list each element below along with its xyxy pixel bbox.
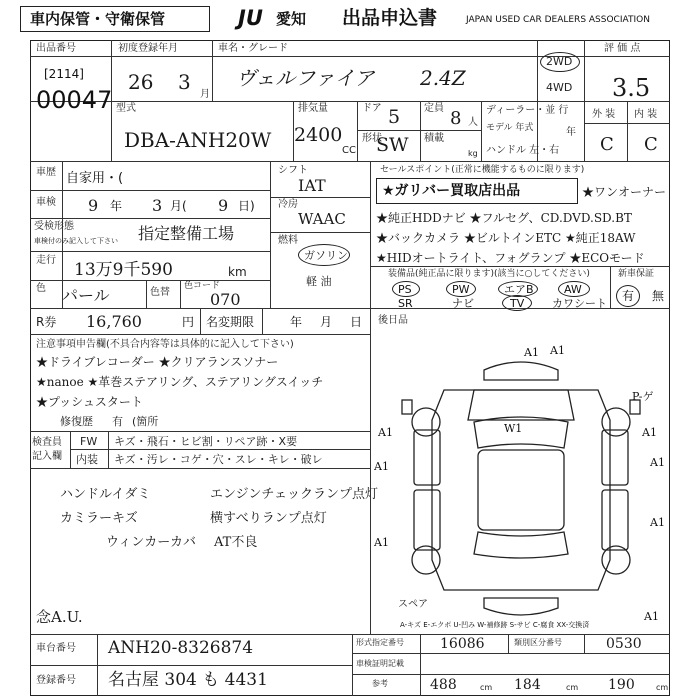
chassis-number: ANH20-8326874	[108, 638, 254, 658]
form-spec: 16086	[440, 636, 485, 652]
shaken-month: 3	[152, 196, 163, 215]
repair-label: 修復歴	[60, 415, 93, 428]
note-line-1: ★ドライブレコーダー ★クリアランスソナー	[36, 355, 279, 369]
association-name: JAPAN USED CAR DEALERS ASSOCIATION	[466, 15, 650, 25]
sales-point-4: ★HIDオートライト、フォグランプ ★ECOモード	[376, 251, 645, 265]
shaken-day: 9	[218, 196, 229, 215]
lot-small: [2114]	[44, 67, 84, 81]
first-reg-label: 初度登録年月	[118, 43, 178, 54]
color-label: 色	[36, 283, 46, 294]
repair-place: (箇所	[132, 415, 159, 428]
height-value: 190	[608, 677, 635, 693]
diagram-legend: A-キズ E-エクボ U-凹み W-補修跡 S-サビ C-腐食 XX-交換済	[400, 621, 590, 629]
comment-4: 横すべりランプ点灯	[210, 511, 327, 526]
drive-2wd: 2WD	[546, 55, 573, 68]
shift: IAT	[298, 176, 326, 195]
ju-logo: JU	[238, 6, 263, 30]
comment-1: ハンドルイダミ	[60, 487, 151, 502]
equip-airbag: エアB	[504, 283, 534, 296]
lot-number: 00047	[36, 86, 113, 114]
reg-number: 名古屋 304 も 4431	[108, 670, 268, 690]
reg-label: 登録番号	[36, 675, 76, 686]
shaken-year-unit: 年	[110, 199, 123, 213]
shaken-year: 9	[88, 196, 99, 215]
drive-4wd: 4WD	[546, 81, 573, 94]
spare-label: スペア	[398, 599, 428, 610]
name-change-month: 月	[320, 315, 333, 329]
shape-label: 形状	[362, 133, 382, 144]
inspector-interior: 内装	[76, 453, 98, 466]
sales-point-3: ★バックカメラ ★ビルトインETC ★純正18AW	[376, 231, 636, 245]
sales-point-2: ★純正HDDナビ ★フルセグ、CD.DVD.SD.BT	[376, 211, 632, 225]
equipment-label: 装備品(純正品に限ります)(該当に○してください)	[388, 269, 590, 279]
capacity: 8	[450, 108, 462, 129]
shape: SW	[376, 134, 409, 156]
height-unit: cm	[656, 683, 669, 692]
fuel-gas: ガソリン	[304, 249, 348, 262]
cert-label: 車検証明記載	[356, 659, 404, 668]
recycle-label: R券	[36, 315, 57, 329]
equip-seat: カワシート	[552, 297, 607, 310]
left-rear-door	[414, 490, 440, 550]
length-unit: cm	[480, 683, 493, 692]
color-code-label: 色コード	[184, 281, 221, 291]
cooler-label: 冷房	[278, 199, 298, 210]
reception-label: 受検形態	[34, 221, 74, 232]
color-change-label: 色替	[150, 287, 170, 298]
first-reg-month: 3	[178, 70, 191, 94]
repair-value: 有	[112, 415, 123, 428]
gulliver-label: ★ガリバー買取店出品	[382, 183, 521, 199]
mileage-label: 走行	[36, 255, 56, 266]
equip-sr: SR	[398, 297, 413, 310]
post-register-label: 後日品	[378, 315, 408, 326]
kg-unit: kg	[468, 149, 478, 158]
mark-pgae: P-ゲ	[632, 390, 654, 403]
inspector-label: 検査員 記入欄	[32, 437, 62, 462]
cooler: WAAC	[298, 210, 346, 228]
model: DBA-ANH20W	[124, 128, 272, 152]
mark-rear: A1	[550, 344, 565, 357]
equip-pw-circle	[446, 281, 476, 297]
name-change-day: 日	[350, 315, 363, 329]
grade: 2.4Z	[420, 66, 466, 90]
car-diagram	[374, 340, 668, 630]
interior-grade: C	[644, 134, 658, 155]
note-line-3: ★プッシュスタート	[36, 395, 143, 409]
brand-name: 愛知	[276, 10, 307, 28]
person-unit: 人	[468, 117, 478, 128]
fuel-diesel: 軽 油	[306, 275, 332, 288]
right-rear-door	[602, 490, 628, 550]
score-label: 評 価 点	[604, 43, 641, 54]
km-unit: km	[228, 265, 247, 279]
form-spec-label: 形式指定番号	[356, 638, 404, 647]
mark-bottom: A1	[644, 610, 659, 623]
hood	[468, 390, 574, 420]
new-car-label: 新車保証	[618, 269, 655, 279]
wheel-fl	[412, 408, 440, 436]
mark-windshield: W1	[504, 422, 523, 435]
shaken-label: 車検	[36, 197, 56, 208]
shift-label: シフト	[278, 165, 308, 176]
mark-left-1: A1	[374, 460, 389, 473]
reception-value: 指定整備工場	[138, 224, 235, 243]
shaken-month-unit: 月(	[170, 199, 187, 213]
history-label: 車歴	[36, 167, 56, 178]
reception-note: 車検付のみ記入して下さい	[34, 237, 118, 245]
ruibetsu-label: 類別区分番号	[514, 638, 562, 647]
sales-label: セールスポイント(正常に機能するものに限ります)	[380, 165, 585, 175]
interior-label: 内 装	[634, 109, 658, 120]
displacement-label: 排気量	[298, 103, 328, 114]
front-bumper	[484, 362, 558, 380]
name-grade-label: 車名・グレード	[218, 43, 288, 54]
capacity-label: 定員	[424, 103, 444, 114]
warranty-yes: 有	[622, 289, 635, 303]
equip-aw-circle	[558, 281, 590, 297]
width-unit: cm	[566, 683, 579, 692]
length-value: 488	[430, 677, 457, 693]
doc-title: 出品申込書	[342, 7, 438, 29]
model-label: 型式	[116, 103, 136, 114]
chassis-label: 車台番号	[36, 643, 76, 654]
equip-navi: ナビ	[452, 297, 474, 310]
recycle-yen: 円	[182, 315, 195, 329]
mark-left-3: A1	[378, 426, 393, 439]
dealer-label: ディーラー・並 行	[486, 105, 569, 116]
handle-label: ハンドル 左・右	[486, 145, 560, 156]
exterior-label: 外 装	[592, 109, 616, 120]
equip-ps: PS	[398, 283, 412, 296]
note-line-2: ★nanoe ★革巻ステアリング、ステアリングスイッチ	[36, 375, 324, 389]
equip-aw: AW	[564, 283, 582, 296]
storage-label: 車内保管・守衛保管	[30, 10, 166, 28]
notes-label: 注意事項申告欄(不具合内容等は具体的に記入して下さい)	[36, 339, 294, 350]
equip-ps-circle	[392, 281, 420, 297]
warranty-yes-circle	[616, 285, 640, 307]
equip-pw: PW	[452, 283, 470, 296]
left-front-door	[414, 430, 440, 485]
comment-6: AT不良	[214, 535, 258, 550]
model-year-label: モデル 年式	[486, 123, 534, 133]
load-label: 積載	[424, 133, 444, 144]
comment-3: カミラーキズ	[60, 511, 138, 526]
inspector-signature: 念A.U.	[36, 608, 83, 626]
comment-2: エンジンチェックランプ点灯	[210, 487, 378, 502]
cc-unit: CC	[342, 145, 356, 156]
inspector-fw: FW	[80, 435, 98, 448]
mark-right-2: A1	[650, 516, 665, 529]
roof	[478, 450, 564, 530]
doors: 5	[388, 106, 401, 128]
fuel-label: 燃料	[278, 235, 298, 246]
equip-tv: TV	[510, 297, 525, 310]
mark-front: A1	[524, 346, 539, 359]
first-reg-unit: 月	[200, 89, 210, 100]
name-change-label: 名変期限	[206, 315, 255, 329]
rear-window	[474, 532, 568, 558]
lot-label: 出品番号	[36, 43, 76, 54]
rear-bumper	[484, 598, 558, 615]
recycle-value: 16,760	[86, 312, 142, 331]
sales-point-1: ★ワンオーナー	[582, 185, 667, 199]
doors-label: ドア	[362, 103, 382, 114]
history-value: 自家用・(	[66, 171, 124, 186]
displacement: 2400	[294, 124, 343, 146]
width-value: 184	[514, 677, 541, 693]
inspector-fw-items: キズ・飛石・ヒビ割・リペア跡・X要	[114, 435, 298, 448]
left-mirror	[402, 400, 412, 414]
car-name: ヴェルファイア	[236, 66, 375, 90]
name-change-year: 年	[290, 315, 303, 329]
exterior-grade: C	[600, 134, 614, 155]
warranty-no: 無	[652, 289, 665, 303]
shaken-day-unit: 日)	[238, 199, 255, 213]
ref-label: 参考	[372, 679, 388, 688]
mark-right-3: A1	[642, 426, 657, 439]
inspector-interior-items: キズ・汚レ・コゲ・穴・スレ・キレ・破レ	[114, 453, 323, 466]
color: パール	[62, 286, 110, 305]
wheel-fr	[602, 408, 630, 436]
color-code: 070	[210, 290, 241, 309]
model-year-unit: 年	[566, 127, 576, 138]
equip-tv-circle	[502, 295, 532, 311]
mileage: 13万9千590	[74, 260, 173, 280]
right-front-door	[602, 430, 628, 485]
comment-5: ウィンカーカバ	[106, 535, 196, 550]
ruibetsu: 0530	[606, 636, 642, 652]
mark-right-1: A1	[650, 456, 665, 469]
mark-left-2: A1	[374, 536, 389, 549]
score: 3.5	[612, 74, 651, 102]
first-reg-year: 26	[128, 70, 154, 94]
